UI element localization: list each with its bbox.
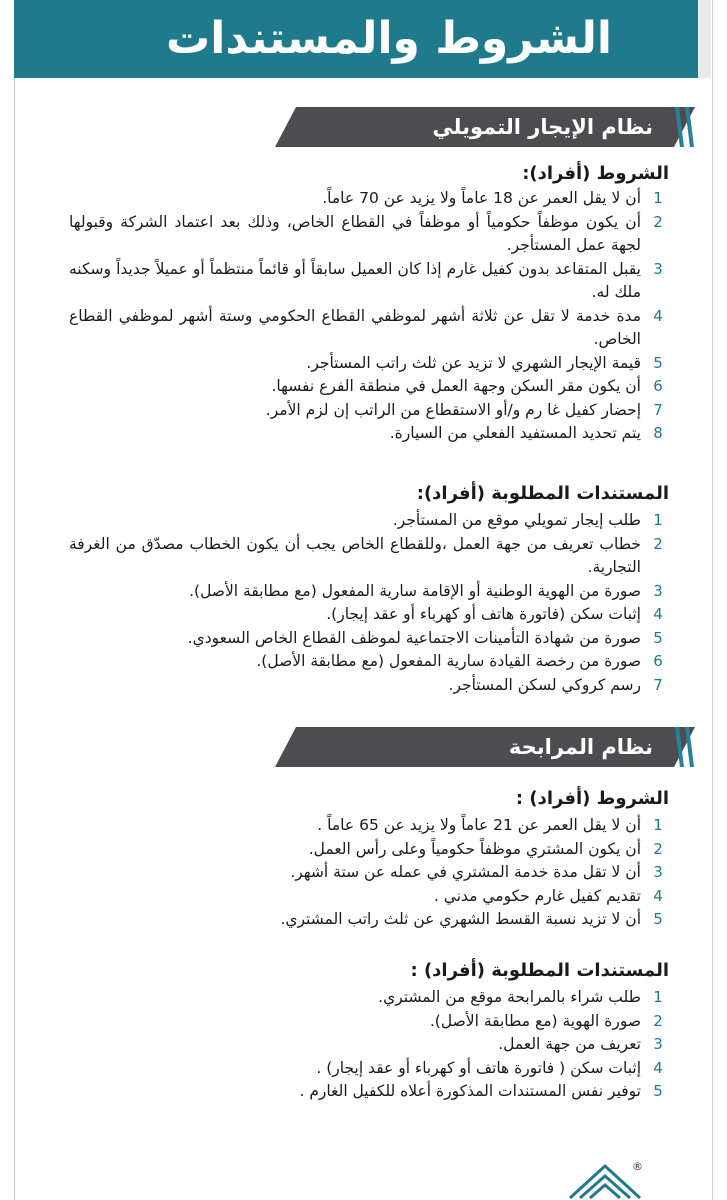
banner-stripe <box>685 727 694 767</box>
list-item <box>69 650 669 674</box>
list-item <box>69 375 669 399</box>
list-item <box>69 1010 669 1034</box>
item-text: أن لا يقل العمر عن 21 عاماً ولا يزيد عن 65 عاماً . <box>317 816 641 834</box>
item-number: 5 <box>653 1082 663 1100</box>
item-text: أن لا تقل مدة خدمة المشتري في عمله عن ستة أشهر. <box>290 863 641 881</box>
item-text: إثبات سكن (فاتورة هاتف أو كهرباء أو عقد إيجار). <box>326 605 641 623</box>
list-item <box>69 885 669 909</box>
documents-heading: المستندات المطلوبة (أفراد): <box>416 483 669 504</box>
list-item <box>69 814 669 838</box>
item-text: أن لا يقل العمر عن 18 عاماً ولا يزيد عن 70 عاماً. <box>322 189 641 207</box>
item-text: يتم تحديد المستفيد الفعلي من السيارة. <box>389 424 641 442</box>
header-side-strip <box>698 0 711 78</box>
item-number: 2 <box>653 839 663 858</box>
item-text: إحضار كفيل غا رم و/أو الاستقطاع من الراتب إن لزم الأمر. <box>265 400 641 419</box>
documents-list <box>69 509 669 697</box>
list-item <box>69 627 669 651</box>
list-item <box>69 838 669 862</box>
list-item <box>69 674 669 698</box>
list-item <box>69 187 669 211</box>
item-text: تقديم كفيل غارم حكومي مدني . <box>433 886 641 905</box>
conditions-list <box>69 187 669 446</box>
list-item <box>69 533 669 580</box>
item-number: 2 <box>653 212 663 231</box>
item-number: 4 <box>653 306 663 325</box>
item-text: رسم كروكي لسكن المستأجر. <box>448 675 641 694</box>
list-item <box>69 399 669 423</box>
conditions-heading: الشروط (أفراد) : <box>515 788 669 809</box>
item-text: قيمة الإيجار الشهري لا تزيد عن ثلث راتب المستأجر. <box>306 353 641 372</box>
item-text: خطاب تعريف من جهة العمل ،وللقطاع الخاص يجب أن يكون الخطاب مصدّق من الغرفة التجارية. <box>69 534 641 576</box>
item-number: 1 <box>653 988 663 1006</box>
item-text: مدة خدمة لا تقل عن ثلاثة أشهر لموظفي القطاع الحكومي وستة أشهر لموظفي القطاع الخاص. <box>69 306 641 348</box>
list-item <box>69 509 669 533</box>
item-text: صورة الهوية (مع مطابقة الأصل). <box>429 1011 641 1030</box>
item-number: 6 <box>653 652 663 670</box>
item-text: صورة من رخصة القيادة سارية المفعول (مع مطابقة الأصل). <box>256 652 641 670</box>
item-number: 6 <box>653 377 663 395</box>
item-text: إثبات سكن ( فاتورة هاتف أو كهرباء أو عقد إيجار) . <box>316 1058 641 1077</box>
section-title: نظام المرابحة <box>508 735 653 759</box>
item-number: 5 <box>653 353 663 372</box>
item-text: يقبل المتقاعد بدون كفيل غارم إذا كان العميل سابقاً أو قائماً منتظماً أو عميلاً جديداً وسكنه ملك له. <box>69 259 641 301</box>
list-item <box>69 861 669 885</box>
item-text: صورة من الهوية الوطنية أو الإقامة سارية المفعول (مع مطابقة الأصل). <box>189 581 641 600</box>
item-text: توفير نفس المستندات المذكورة أعلاه للكفيل الغارم . <box>299 1082 641 1100</box>
banner-stripe <box>685 107 694 147</box>
page-title: الشروط والمستندات <box>166 13 612 64</box>
item-number: 3 <box>653 259 663 278</box>
item-number: 7 <box>653 675 663 694</box>
documents-heading: المستندات المطلوبة (أفراد) : <box>410 960 669 981</box>
item-number: 8 <box>653 424 663 442</box>
item-number: 1 <box>653 189 663 207</box>
item-text: صورة من شهادة التأمينات الاجتماعية لموظف القطاع الخاص السعودي. <box>187 628 641 647</box>
item-text: طلب شراء بالمرابحة موقع من المشتري. <box>378 988 641 1006</box>
item-number: 2 <box>653 1011 663 1030</box>
section-title: نظام الإيجار التمويلي <box>432 115 653 139</box>
list-item <box>69 211 669 258</box>
list-item <box>69 352 669 376</box>
item-number: 3 <box>653 581 663 600</box>
list-item <box>69 1080 669 1104</box>
item-text: أن لا تزيد نسبة القسط الشهري عن ثلث راتب المشتري. <box>280 910 641 928</box>
item-number: 3 <box>653 863 663 881</box>
list-item <box>69 986 669 1010</box>
item-number: 4 <box>653 886 663 905</box>
item-text: طلب إيجار تمويلي موقع من المستأجر. <box>392 511 641 529</box>
item-number: 5 <box>653 628 663 647</box>
documents-list <box>69 986 669 1104</box>
item-text: أن يكون موظفاً حكومياً أو موظفاً في القطاع الخاص، وذلك بعد اعتماد الشركة وقبولها لجهة عمل المستأجر. <box>69 212 641 254</box>
list-item <box>69 258 669 305</box>
list-item <box>69 1033 669 1057</box>
item-number: 4 <box>653 1058 663 1077</box>
item-number: 3 <box>653 1035 663 1053</box>
list-item <box>69 580 669 604</box>
list-item <box>69 422 669 446</box>
item-number: 1 <box>653 816 663 834</box>
section-banner-murabaha <box>275 727 695 767</box>
item-text: تعريف من جهة العمل. <box>498 1035 641 1053</box>
item-number: 1 <box>653 511 663 529</box>
item-text: أن يكون مقر السكن وجهة العمل في منطقة الفرع نفسها. <box>271 377 641 395</box>
conditions-list <box>69 814 669 932</box>
conditions-heading: الشروط (أفراد): <box>522 163 669 184</box>
item-number: 7 <box>653 400 663 419</box>
registered-mark: ® <box>632 1160 643 1173</box>
list-item <box>69 305 669 352</box>
list-item <box>69 603 669 627</box>
section-banner-ijara <box>275 107 695 147</box>
item-text: أن يكون المشتري موظفاً حكومياً وعلى رأس العمل. <box>308 839 641 858</box>
item-number: 5 <box>653 910 663 928</box>
list-item <box>69 1057 669 1081</box>
item-number: 4 <box>653 605 663 623</box>
item-number: 2 <box>653 534 663 553</box>
list-item <box>69 908 669 932</box>
